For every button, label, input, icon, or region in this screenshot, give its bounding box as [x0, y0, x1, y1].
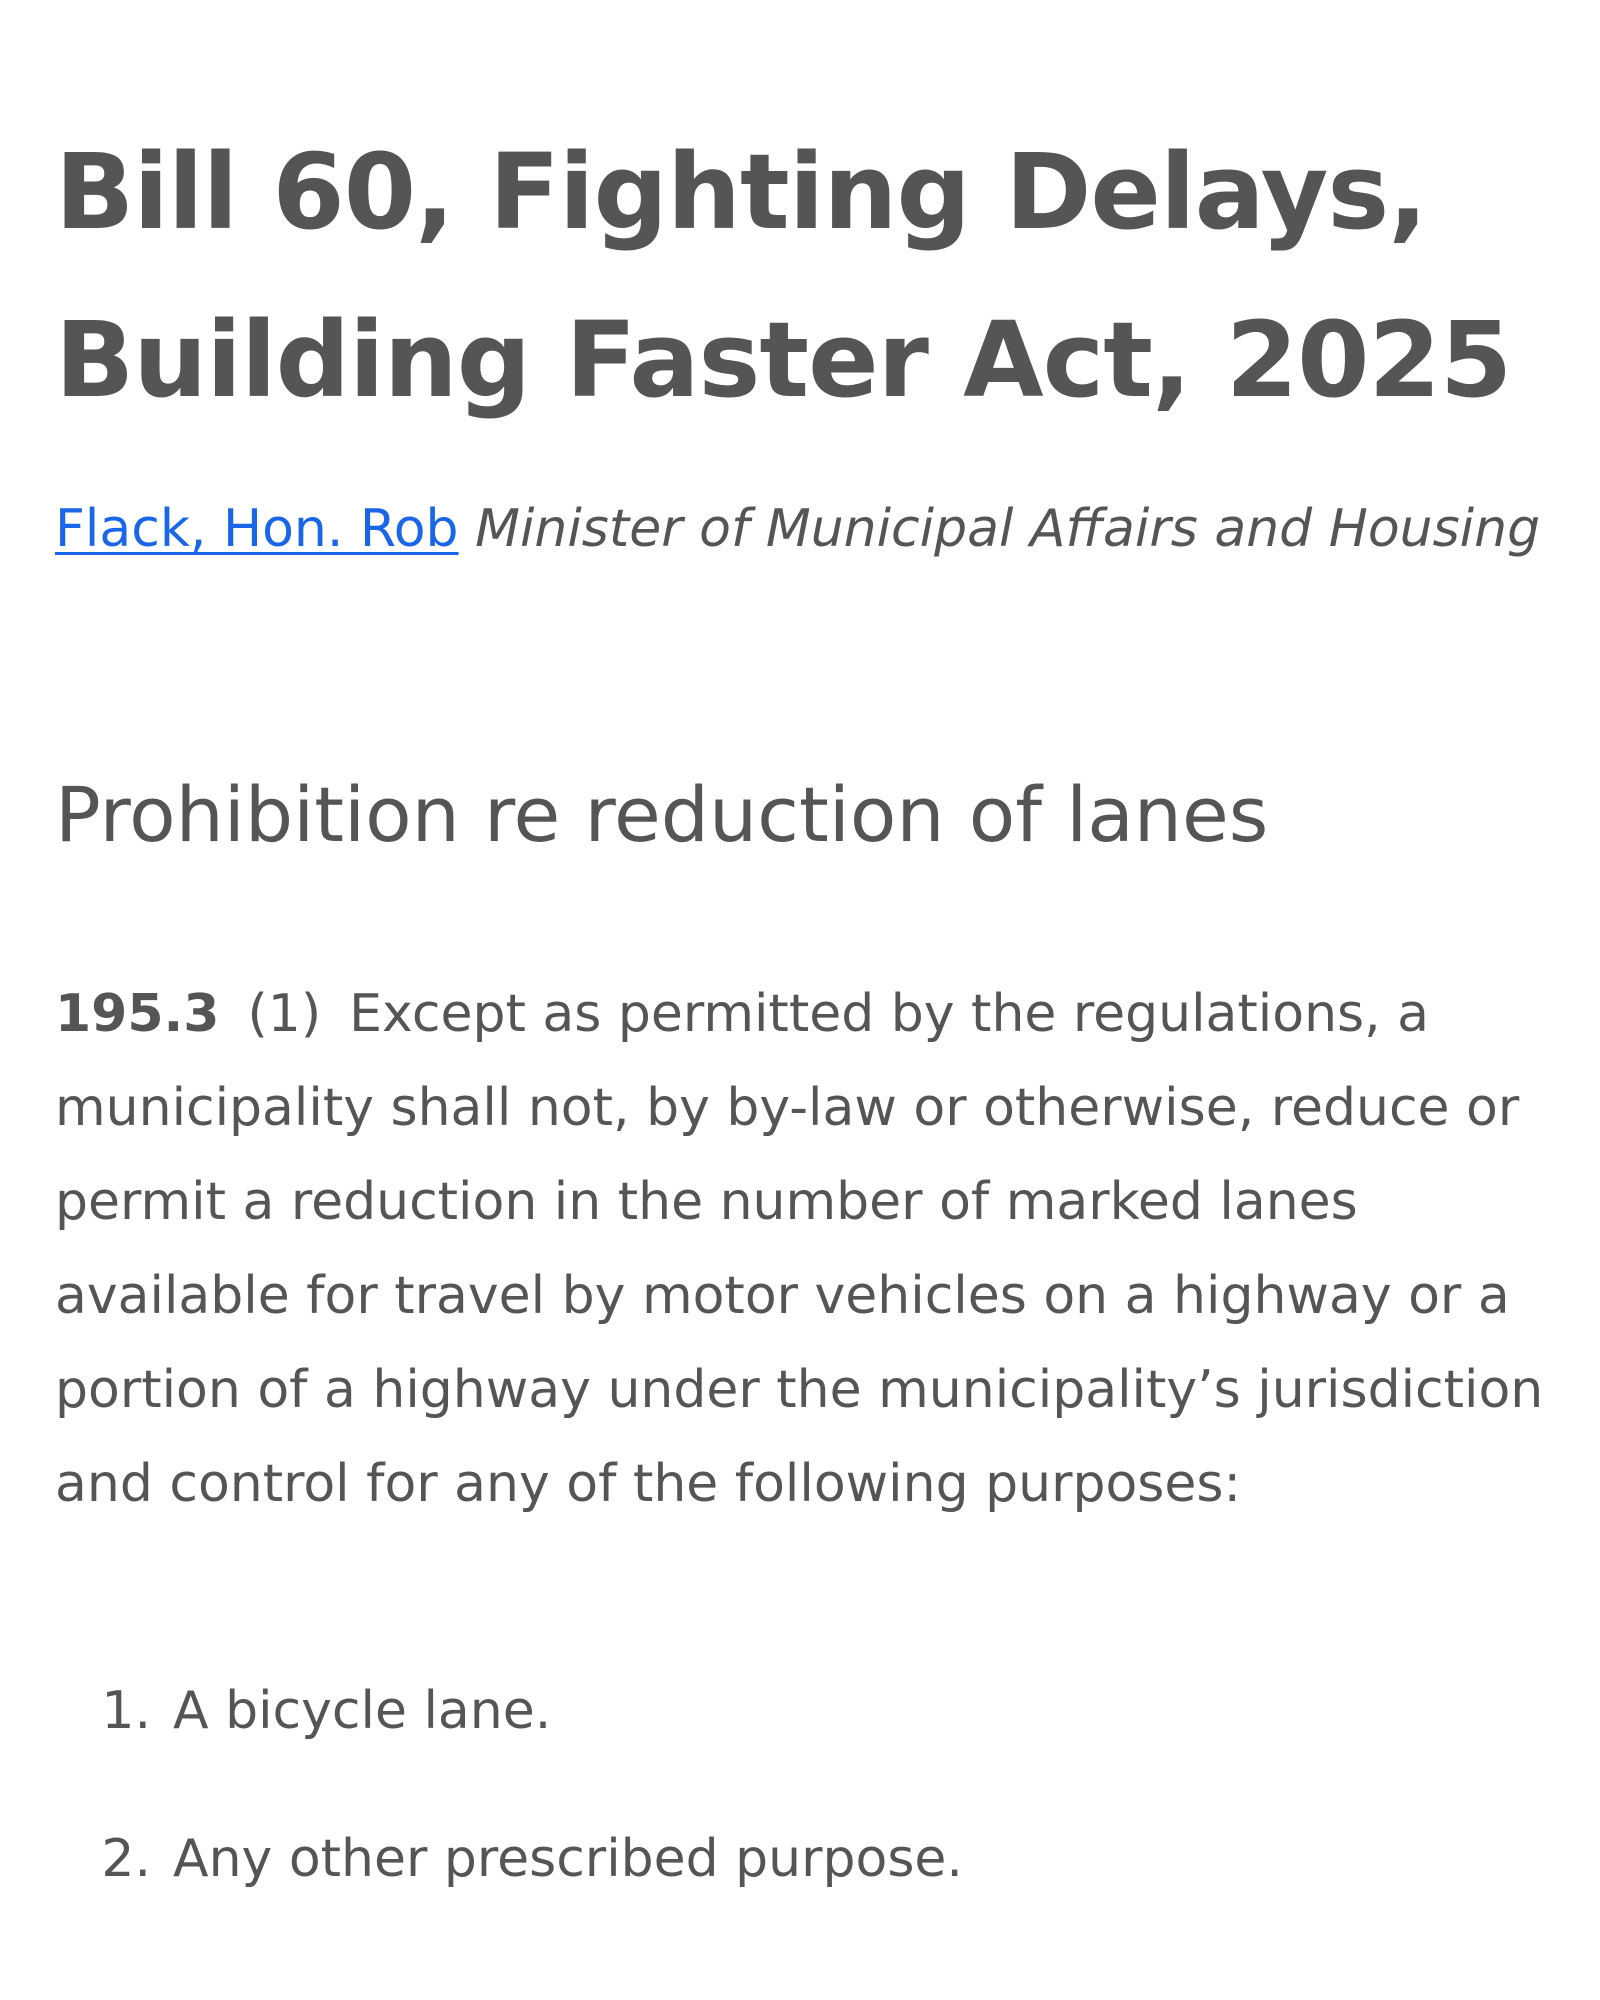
list-item-number: 2. [101, 1829, 151, 1889]
section-number: 195.3 [55, 984, 220, 1044]
subsection-number: (1) [247, 984, 322, 1044]
list-item-text: Any other prescribed purpose. [173, 1829, 963, 1889]
purpose-list [55, 1676, 963, 1972]
list-item-text: A bicycle lane. [173, 1681, 552, 1741]
sponsor-line [55, 496, 1555, 562]
bill-title-line-2: Building Faster Act, 2025 [55, 299, 1512, 421]
list-item [55, 1676, 963, 1746]
bill-title [55, 108, 1545, 444]
bill-title-line-1: Bill 60, Fighting Delays, [55, 131, 1427, 253]
section-body-text: Except as permitted by the regulations, a municipality shall not, by by-law or otherwise, reduce or permit a reduction in the number of marked lanes available for travel by motor vehicles on a highway or a portion of a highway under the municipality’s jurisdiction and control for any of the following purposes: [55, 984, 1544, 1514]
list-item [55, 1824, 963, 1894]
section-heading: Prohibition re reduction of lanes [55, 770, 1269, 859]
list-item-number: 1. [101, 1681, 151, 1741]
section-paragraph [55, 967, 1555, 1531]
sponsor-name-link[interactable]: Flack, Hon. Rob [55, 499, 459, 559]
sponsor-role: Minister of Municipal Affairs and Housing [475, 499, 1541, 559]
